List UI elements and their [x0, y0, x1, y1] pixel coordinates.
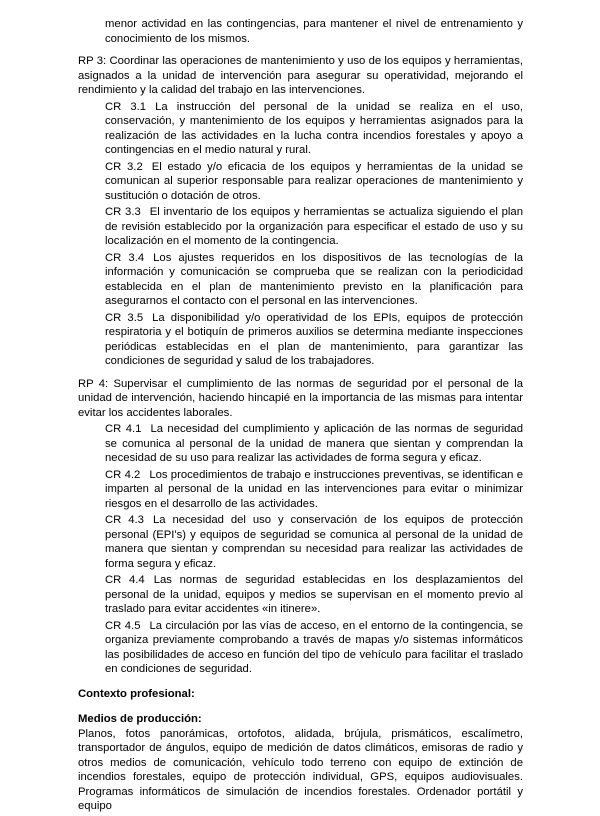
cr-paragraph-3-1 — [105, 100, 523, 158]
means-of-production-paragraph: Planos, fotos panorámicas, ortofotos, alidada, brújula, prismáticos, escalímetro, transportador de ángulos, equipo de medición de datos climáticos, emisoras de radio y otros medios de comunicación, vehículo todo terreno con equipo de extinción de incendios forestales, equipo de protección individual, GPS, equipos audiovisuales. Programas informáticos de simulación de incendios forestales. Ordenador portátil y equipo — [78, 727, 523, 812]
continuation-paragraph: menor actividad en las contingencias, para mantener el nivel de entrenamiento y conocimiento de los mismos. — [105, 18, 523, 45]
cr-code-3-3: CR 3.3 — [105, 206, 141, 218]
cr-text-4-4: Las normas de seguridad establecidas en los desplazamientos del personal de la unidad, equipos y medios se supervisan en el momento previo al traslado para evitar accidentes «in itinere». — [105, 574, 523, 615]
cr-code-4-3: CR 4.3 — [105, 514, 144, 526]
cr-paragraph-4-5 — [105, 619, 523, 677]
cr-code-4-5: CR 4.5 — [105, 619, 141, 632]
cr-paragraph-3-2 — [105, 160, 523, 204]
cr-code-3-5: CR 3.5 — [105, 311, 144, 324]
cr-text-4-5: La circulación por las vías de acceso, en el entorno de la contingencia, se organiza previamente comprobando a través de mapas y/o sistemas informáticos las posibilidades de acceso en función del tipo de vehículo para facilitar el traslado en condiciones de seguridad. — [105, 619, 523, 675]
cr-text-4-1: La necesidad del cumplimiento y aplicación de las normas de seguridad se comunica al personal de la unidad de manera que sientan y comprendan la necesidad de su uso para realizar las actividades de forma segura y eficaz. — [105, 423, 523, 464]
cr-paragraph-4-3 — [105, 513, 523, 571]
cr-text-3-1: La instrucción del personal de la unidad se realiza en el uso, conservación, y mantenimiento de los equipos y herramientas asignados para la realización de las actividades en la lucha contra incendios forestales y apoyo a contingencias en el medio natural y rural. — [105, 100, 523, 156]
means-of-production-heading: Medios de producción: — [78, 713, 202, 725]
cr-paragraph-4-1 — [105, 422, 523, 466]
cr-text-3-3: El inventario de los equipos y herramientas se actualiza siguiendo el plan de revisión establecido por la organización para especificar el estado de uso y su localización en el momento de la contingencia. — [105, 206, 523, 247]
cr-code-4-4: CR 4.4 — [105, 574, 145, 586]
cr-paragraph-3-3 — [105, 205, 523, 249]
cr-code-3-2: CR 3.2 — [105, 160, 143, 173]
cr-paragraph-3-5 — [105, 311, 523, 369]
cr-text-3-5: La disponibilidad y/o operatividad de los EPIs, equipos de protección respiratoria y el botiquín de primeros auxilios se determina mediante inspecciones periódicas establecidas en el plan de mantenimiento, para garantizar las condiciones de seguridad y salud de los trabajadores. — [105, 311, 523, 367]
context-section-heading: Contexto profesional: — [78, 687, 195, 700]
cr-code-3-1: CR 3.1 — [105, 100, 147, 113]
cr-code-4-2: CR 4.2 — [105, 468, 141, 481]
cr-text-4-3: La necesidad del uso y conservación de los equipos de protección personal (EPI's) y equipos de seguridad se comunica al personal de la unidad de manera que sientan y comprendan su necesidad para realizar las actividades de forma segura y eficaz. — [105, 514, 523, 570]
rp4-paragraph: RP 4: Supervisar el cumplimiento de las normas de seguridad por el personal de la unidad de intervención, haciendo hincapié en la importancia de las mismas para intentar evitar los accidentes laborales. — [78, 377, 523, 419]
cr-paragraph-4-4 — [105, 573, 523, 617]
cr-paragraph-4-2 — [105, 468, 523, 512]
cr-code-3-4: CR 3.4 — [105, 251, 145, 264]
cr-code-4-1: CR 4.1 — [105, 423, 142, 435]
cr-text-4-2: Los procedimientos de trabajo e instrucciones preventivas, se identifican e imparten al personal de la unidad en las intervenciones para evitar o minimizar riesgos en el desarrollo de las actividades. — [105, 468, 523, 510]
cr-paragraph-3-4 — [105, 251, 523, 309]
cr-text-3-4: Los ajustes requeridos en los dispositivos de las tecnologías de la información y comunicación se comprueba que se realizan con la periodicidad establecida en el plan de mantenimiento previsto en la planificación para asegurarnos el contacto con el personal en las intervenciones. — [105, 251, 523, 307]
rp3-paragraph: RP 3: Coordinar las operaciones de mantenimiento y uso de los equipos y herramientas, asignados a la unidad de intervención para asegurar su operatividad, mejorando el rendimiento y la calidad del trabajo en las intervenciones. — [78, 55, 523, 96]
cr-text-3-2: El estado y/o eficacia de los equipos y herramientas de la unidad se comunican al superior responsable para realizar operaciones de mantenimiento y sustitución o dotación de otros. — [105, 160, 523, 202]
